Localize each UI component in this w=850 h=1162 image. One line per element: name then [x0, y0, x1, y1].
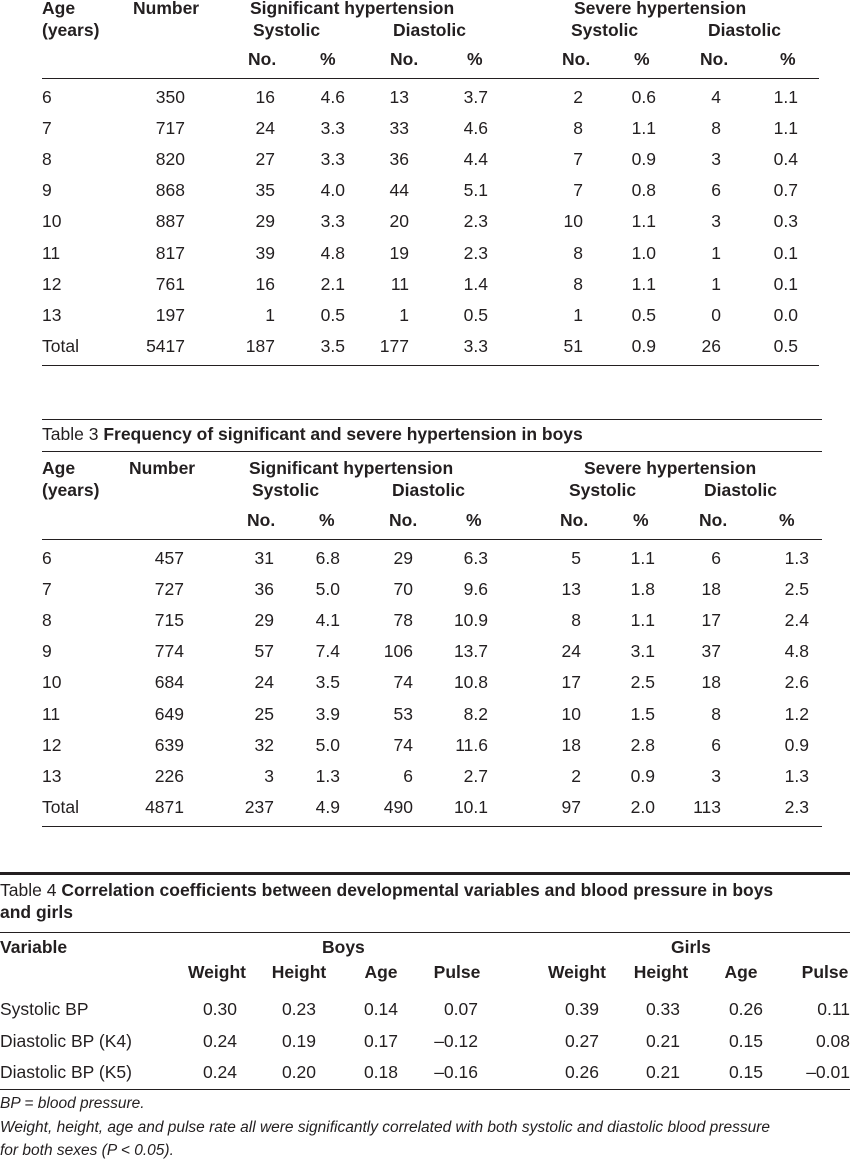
pct-header: %	[466, 510, 482, 530]
table-cell: 0.9	[631, 335, 656, 356]
row-label: 7	[42, 579, 52, 600]
table-cell: 715	[154, 610, 184, 631]
table-cell: 0.20	[281, 1062, 316, 1082]
table-cell: 1.3	[784, 548, 809, 568]
table-cell: 761	[155, 273, 185, 294]
table-cell: 2.3	[784, 796, 809, 817]
table-cell: 7	[573, 149, 583, 170]
number-header: Number	[133, 0, 200, 18]
table-cell: 187	[245, 335, 275, 356]
table-cell: 0.8	[631, 180, 656, 201]
table-cell: 490	[383, 796, 413, 817]
table-cell: 51	[563, 335, 583, 356]
table-cell: 3	[711, 149, 721, 170]
table-cell: 7	[573, 180, 583, 201]
table-cell: 3.3	[320, 149, 345, 170]
table-cell: 2.5	[784, 579, 809, 600]
table-cell: 3.5	[320, 335, 345, 356]
table-cell: 0.27	[564, 1031, 599, 1051]
row-label: 7	[42, 118, 52, 139]
pct-header: %	[780, 49, 796, 69]
pct-header: %	[633, 510, 649, 530]
table-cell: –0.01	[806, 1062, 850, 1082]
table-cell: 4.0	[320, 180, 345, 201]
severe-hypertension-header: Severe hypertension	[584, 458, 757, 478]
table-cell: 32	[254, 734, 274, 755]
table-cell: 177	[379, 335, 409, 356]
table-cell: 5.0	[315, 734, 340, 755]
table-cell: 887	[155, 211, 185, 232]
table-cell: 8	[571, 610, 581, 631]
table-cell: 6.3	[463, 548, 488, 568]
table-cell: 0.19	[281, 1031, 316, 1051]
table-cell: 6	[711, 180, 721, 201]
caption-rule	[42, 451, 822, 452]
table-cell: 0.7	[773, 180, 798, 201]
header-rule	[42, 539, 822, 540]
table-cell: 8	[573, 273, 583, 294]
table-cell: 4.9	[315, 796, 340, 817]
number-header: Number	[129, 458, 196, 478]
no-header: No.	[389, 510, 418, 530]
table-cell: 16	[255, 273, 275, 294]
table-cell: 24	[255, 118, 275, 139]
table-cell: 3.7	[463, 87, 488, 107]
table-cell: 457	[154, 548, 184, 568]
table-cell: 35	[255, 180, 275, 201]
table-cell: 1.3	[315, 765, 340, 786]
row-label: 9	[42, 180, 52, 201]
table-cell: 0.6	[631, 87, 656, 107]
table-cell: 4.8	[320, 242, 345, 263]
table-cell: 226	[154, 765, 184, 786]
age-header: Age	[42, 0, 76, 18]
table-cell: 18	[561, 734, 581, 755]
table-cell: 39	[255, 242, 275, 263]
table-cell: 1.1	[631, 273, 656, 294]
table-cell: 0.17	[363, 1031, 398, 1051]
row-label: 6	[42, 548, 52, 568]
pct-header: %	[779, 510, 795, 530]
table-cell: 26	[701, 335, 721, 356]
table-cell: 8	[573, 118, 583, 139]
table-cell: 684	[154, 672, 184, 693]
table-cell: 10.8	[453, 672, 488, 693]
age-unit-header: (years)	[42, 480, 100, 500]
row-label: 13	[42, 765, 62, 786]
table-cell: 1	[711, 242, 721, 263]
table-cell: 1.5	[630, 703, 655, 724]
table-cell: 10.1	[453, 796, 488, 817]
table-cell: 0.26	[564, 1062, 599, 1082]
significant-hypertension-header: Significant hypertension	[249, 458, 454, 478]
table-caption	[0, 880, 773, 900]
table-cell: 3.9	[315, 703, 340, 724]
table-cell: 4	[711, 87, 721, 107]
pct-header: %	[634, 49, 650, 69]
table-cell: 74	[393, 672, 413, 693]
table-cell: 10	[563, 211, 583, 232]
table-cell: 0.21	[645, 1062, 680, 1082]
table-cell: 0.3	[773, 211, 798, 232]
table-cell: 1.3	[784, 765, 809, 786]
table-cell: 8	[711, 703, 721, 724]
row-label: 12	[42, 734, 62, 755]
row-label: 12	[42, 273, 62, 294]
row-label: Diastolic BP (K4)	[0, 1031, 132, 1051]
row-label: 11	[42, 242, 61, 263]
table-cell: 0.07	[443, 999, 478, 1019]
table-cell: 3	[264, 765, 274, 786]
table-cell: 1.4	[463, 273, 488, 294]
table-cell: 6.8	[315, 548, 340, 568]
table-label: Table 3	[42, 424, 99, 444]
systolic-header: Systolic	[571, 20, 639, 40]
table-cell: 817	[155, 242, 185, 263]
table-cell: 5.1	[463, 180, 488, 201]
table-cell: 5417	[146, 335, 185, 356]
pct-header: %	[319, 510, 335, 530]
table-cell: 0.24	[202, 1031, 237, 1051]
significant-hypertension-header: Significant hypertension	[250, 0, 455, 18]
table-cell: 1.1	[631, 118, 656, 139]
table-cell: 3.3	[320, 118, 345, 139]
column-header-weight: Weight	[547, 962, 606, 982]
table-cell: 4.8	[784, 641, 809, 662]
table-cell: 44	[389, 180, 409, 201]
table-cell: 11.6	[455, 734, 488, 755]
table-cell: 3.5	[315, 672, 340, 693]
table-cell: 16	[255, 87, 275, 107]
table-cell: 97	[561, 796, 581, 817]
table-cell: 0	[711, 304, 721, 325]
row-label: Diastolic BP (K5)	[0, 1062, 132, 1082]
table-cell: 11	[390, 273, 409, 294]
table-cell: 649	[154, 703, 184, 724]
table-cell: 4.1	[315, 610, 340, 631]
row-label: 10	[42, 672, 62, 693]
table-cell: 0.23	[281, 999, 316, 1019]
table-cell: 6	[403, 765, 413, 786]
table-label: Table 4	[0, 880, 57, 900]
table-cell: 0.11	[817, 999, 850, 1019]
table-cell: 36	[389, 149, 409, 170]
table-cell: 4.6	[463, 118, 488, 139]
row-label: Total	[42, 335, 79, 356]
table-cell: 0.1	[773, 273, 798, 294]
header-rule	[42, 78, 819, 79]
systolic-header: Systolic	[569, 480, 637, 500]
table-cell: 774	[154, 641, 184, 662]
table-cell: 1	[399, 304, 409, 325]
diastolic-header: Diastolic	[708, 20, 781, 40]
footnote-abbreviation: BP = blood pressure.	[0, 1095, 145, 1112]
age-header: Age	[42, 458, 76, 478]
diastolic-header: Diastolic	[393, 20, 466, 40]
table-cell: 4871	[145, 796, 184, 817]
table-cell: 1.1	[631, 211, 656, 232]
table-cell: 0.15	[728, 1062, 763, 1082]
table-cell: –0.12	[434, 1031, 478, 1051]
no-header: No.	[248, 49, 277, 69]
table-cell: 113	[693, 796, 721, 817]
top-rule	[0, 872, 850, 875]
table-cell: 53	[393, 703, 413, 724]
table-cell: 0.21	[645, 1031, 680, 1051]
table-cell: 2.6	[784, 672, 809, 693]
table-cell: 0.30	[202, 999, 237, 1019]
table-title: Correlation coefficients between developmental variables and blood pressure in boys	[61, 880, 774, 900]
diastolic-header: Diastolic	[392, 480, 465, 500]
table-cell: 2	[573, 87, 583, 107]
row-label: Systolic BP	[0, 999, 89, 1019]
table-cell: 19	[389, 242, 409, 263]
table-cell: 0.39	[564, 999, 599, 1019]
row-label: 10	[42, 211, 62, 232]
table-cell: 1	[711, 273, 721, 294]
top-rule	[42, 419, 822, 420]
no-header: No.	[560, 510, 589, 530]
table-cell: 2.1	[320, 273, 345, 294]
column-header-age: Age	[364, 962, 398, 982]
severe-hypertension-header: Severe hypertension	[574, 0, 747, 18]
table-cell: 197	[155, 304, 185, 325]
table-cell: 1.1	[773, 118, 798, 139]
footnote-significance: Weight, height, age and pulse rate all were significantly correlated with both systolic and diastolic blood pressure	[0, 1119, 770, 1136]
table-cell: 0.24	[202, 1062, 237, 1082]
bottom-rule	[42, 826, 822, 827]
table-cell: 1.1	[630, 548, 655, 568]
no-header: No.	[700, 49, 729, 69]
pct-header: %	[467, 49, 483, 69]
diastolic-header: Diastolic	[704, 480, 777, 500]
table-cell: 10.9	[453, 610, 488, 631]
table-cell: 20	[389, 211, 409, 232]
table-cell: 868	[155, 180, 185, 201]
column-header-pulse: Pulse	[801, 962, 849, 982]
table-cell: 1.8	[630, 579, 655, 600]
table-cell: 7.4	[315, 641, 340, 662]
row-label: 6	[42, 87, 52, 107]
table-cell: 2.5	[630, 672, 655, 693]
row-label: 9	[42, 641, 52, 662]
table-cell: 5.0	[315, 579, 340, 600]
systolic-header: Systolic	[252, 480, 320, 500]
table-cell: 2.4	[784, 610, 809, 631]
column-header-height: Height	[633, 962, 689, 982]
table-cell: 0.26	[728, 999, 763, 1019]
table-cell: 0.18	[363, 1062, 398, 1082]
table-cell: 5	[571, 548, 581, 568]
table-cell: 13	[561, 579, 581, 600]
table-cell: 8	[711, 118, 721, 139]
table-cell: 29	[254, 610, 274, 631]
table-cell: 1.0	[631, 242, 656, 263]
table-cell: 27	[255, 149, 275, 170]
table-cell: 106	[383, 641, 413, 662]
table-cell: 18	[701, 672, 721, 693]
table-cell: 2.7	[463, 765, 488, 786]
column-header-weight: Weight	[187, 962, 246, 982]
table-cell: 0.33	[645, 999, 680, 1019]
no-header: No.	[247, 510, 276, 530]
table-cell: 6	[711, 734, 721, 755]
bottom-rule	[0, 1089, 850, 1090]
table-cell: 2.0	[630, 796, 655, 817]
table-cell: 8	[573, 242, 583, 263]
table-cell: 29	[393, 548, 413, 568]
table-cell: 17	[701, 610, 721, 631]
table-cell: 717	[155, 118, 185, 139]
table-cell: 74	[393, 734, 413, 755]
table-cell: –0.16	[434, 1062, 478, 1082]
girls-header: Girls	[671, 937, 711, 957]
table-cell: 1.1	[773, 87, 798, 107]
table-cell: 237	[244, 796, 274, 817]
table-cell: 0.14	[363, 999, 398, 1019]
table-cell: 4.6	[320, 87, 345, 107]
row-label: 8	[42, 610, 52, 631]
table-cell: 2	[571, 765, 581, 786]
row-label: Total	[42, 796, 79, 817]
table-cell: 639	[154, 734, 184, 755]
no-header: No.	[562, 49, 591, 69]
table-cell: 6	[711, 548, 721, 568]
no-header: No.	[390, 49, 419, 69]
column-header-height: Height	[271, 962, 327, 982]
table-cell: 1	[573, 304, 583, 325]
table-cell: 0.5	[773, 335, 798, 356]
row-label: 13	[42, 304, 62, 325]
table-cell: 820	[155, 149, 185, 170]
table-cell: 1.2	[784, 703, 809, 724]
table-cell: 3.3	[320, 211, 345, 232]
table-cell: 4.4	[463, 149, 488, 170]
table-cell: 0.9	[630, 765, 655, 786]
pct-header: %	[320, 49, 336, 69]
table-title: Frequency of significant and severe hypertension in boys	[103, 424, 583, 444]
table-cell: 727	[154, 579, 184, 600]
table-cell: 37	[701, 641, 721, 662]
table-cell: 29	[255, 211, 275, 232]
footnote-significance-continuation: for both sexes (P < 0.05).	[0, 1142, 174, 1159]
no-header: No.	[699, 510, 728, 530]
column-header-pulse: Pulse	[433, 962, 481, 982]
table-cell: 24	[254, 672, 274, 693]
table-cell: 3	[711, 765, 721, 786]
table-cell: 9.6	[463, 579, 488, 600]
table-cell: 0.5	[320, 304, 345, 325]
table-cell: 25	[254, 703, 274, 724]
table-cell: 1	[265, 304, 275, 325]
bottom-rule	[42, 365, 819, 366]
systolic-header: Systolic	[253, 20, 321, 40]
table-cell: 0.5	[631, 304, 656, 325]
caption-rule	[0, 932, 850, 933]
table-cell: 0.4	[773, 149, 798, 170]
table-cell: 2.3	[463, 242, 488, 263]
table-cell: 3.3	[463, 335, 488, 356]
table-cell: 350	[155, 87, 185, 107]
table-cell: 2.3	[463, 211, 488, 232]
table-cell: 3.1	[630, 641, 655, 662]
table-cell: 18	[701, 579, 721, 600]
table-cell: 31	[254, 548, 274, 568]
age-unit-header: (years)	[42, 20, 100, 40]
boys-header: Boys	[322, 937, 365, 957]
table-cell: 10	[561, 703, 581, 724]
table-cell: 8.2	[463, 703, 488, 724]
table-cell: 3	[711, 211, 721, 232]
table-cell: 36	[254, 579, 274, 600]
table-cell: 0.0	[773, 304, 798, 325]
table-cell: 70	[393, 579, 413, 600]
table-cell: 2.8	[630, 734, 655, 755]
table-cell: 13	[389, 87, 409, 107]
table-cell: 17	[561, 672, 581, 693]
table-caption	[42, 424, 583, 444]
table-cell: 24	[561, 641, 581, 662]
table-title-continuation: and girls	[0, 902, 73, 922]
table-cell: 0.15	[728, 1031, 763, 1051]
column-header-age: Age	[724, 962, 758, 982]
table-cell: 0.9	[631, 149, 656, 170]
table-cell: 33	[389, 118, 409, 139]
table-cell: 0.08	[815, 1031, 850, 1051]
table-cell: 0.1	[773, 242, 798, 263]
variable-header: Variable	[0, 937, 68, 957]
row-label: 8	[42, 149, 52, 170]
table-cell: 0.5	[463, 304, 488, 325]
row-label: 11	[42, 703, 61, 724]
table-cell: 13.7	[453, 641, 488, 662]
table-cell: 0.9	[784, 734, 809, 755]
table-cell: 57	[254, 641, 274, 662]
table-cell: 78	[393, 610, 413, 631]
table-cell: 1.1	[630, 610, 655, 631]
